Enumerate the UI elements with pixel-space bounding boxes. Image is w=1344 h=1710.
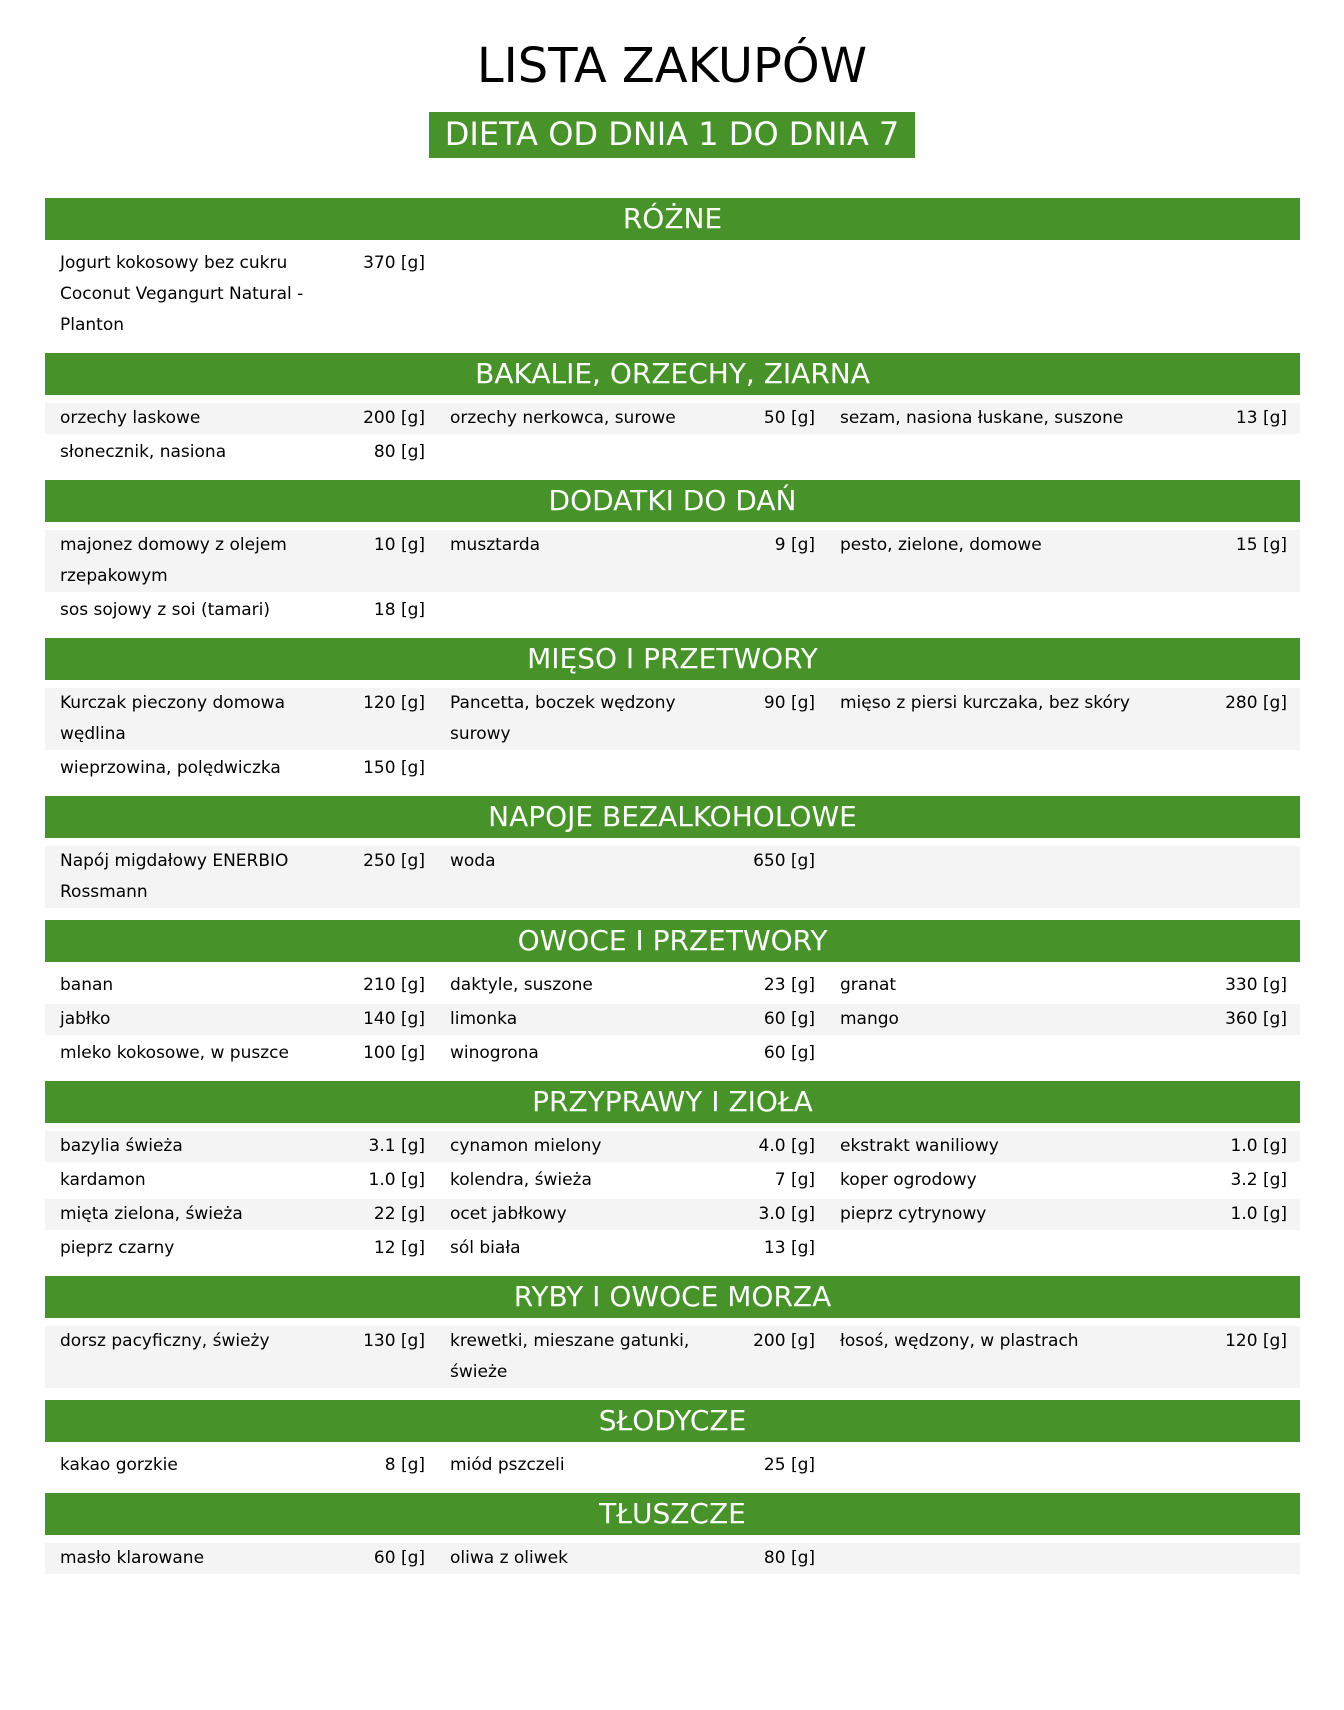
item-name: sos sojowy z soi (tamari): [60, 599, 271, 620]
list-row: [45, 1326, 1300, 1388]
section-header: SŁODYCZE: [45, 1400, 1300, 1442]
item-name: musztarda: [450, 534, 541, 555]
item-name: pieprz cytrynowy: [840, 1203, 987, 1224]
section: [45, 1493, 1300, 1574]
section-header: MIĘSO I PRZETWORY: [45, 638, 1300, 680]
item-amount: 60 [g]: [763, 1008, 815, 1029]
item-cell: [450, 1326, 815, 1388]
item-cell: [60, 846, 425, 908]
item-cell: [840, 1131, 1287, 1162]
section-body: [45, 680, 1300, 784]
item-name: dorsz pacyficzny, świeży: [60, 1330, 270, 1351]
item-amount: 140 [g]: [363, 1008, 425, 1029]
shopping-list-page: [0, 38, 1344, 1574]
section-header: TŁUSZCZE: [45, 1493, 1300, 1535]
item-name: masło klarowane: [60, 1547, 205, 1568]
item-amount: 23 [g]: [763, 974, 815, 995]
item-name: mięso z piersi kurczaka, bez skóry: [840, 692, 1130, 713]
item-cell: [60, 688, 425, 750]
item-amount: 4.0 [g]: [758, 1135, 815, 1156]
section-header: RÓŻNE: [45, 198, 1300, 240]
item-amount: 200 [g]: [363, 407, 425, 428]
list-row: [45, 1233, 1300, 1264]
list-row: [45, 1038, 1300, 1069]
item-name: koper ogrodowy: [840, 1169, 977, 1190]
item-name: wieprzowina, polędwiczka: [60, 757, 281, 778]
item-name: woda: [450, 850, 496, 871]
item-name: jabłko: [60, 1008, 111, 1029]
item-cell: [840, 1199, 1287, 1230]
section-header: PRZYPRAWY I ZIOŁA: [45, 1081, 1300, 1123]
item-amount: 3.1 [g]: [368, 1135, 425, 1156]
item-name: ekstrakt waniliowy: [840, 1135, 999, 1156]
list-row: [45, 1450, 1300, 1481]
item-amount: 25 [g]: [763, 1454, 815, 1475]
section-body: [45, 1442, 1300, 1481]
section-header: OWOCE I PRZETWORY: [45, 920, 1300, 962]
item-name: Jogurt kokosowy bez cukru Coconut Vegangurt Natural - Planton: [60, 252, 304, 335]
item-amount: 10 [g]: [373, 534, 425, 555]
list-row: [45, 753, 1300, 784]
item-cell: [840, 595, 1287, 626]
list-row: [45, 403, 1300, 434]
item-cell: [60, 1004, 425, 1035]
section: [45, 796, 1300, 908]
item-cell: [450, 688, 815, 750]
section: [45, 1276, 1300, 1388]
item-cell: [60, 1199, 425, 1230]
item-cell: [60, 530, 425, 592]
item-name: pesto, zielone, domowe: [840, 534, 1042, 555]
item-cell: [840, 1004, 1287, 1035]
item-cell: [450, 403, 815, 434]
item-amount: 210 [g]: [363, 974, 425, 995]
item-cell: [450, 595, 815, 626]
item-amount: 150 [g]: [363, 757, 425, 778]
item-amount: 3.0 [g]: [758, 1203, 815, 1224]
item-name: kolendra, świeża: [450, 1169, 592, 1190]
item-name: łosoś, wędzony, w plastrach: [840, 1330, 1079, 1351]
list-row: [45, 1199, 1300, 1230]
shopping-list: [45, 198, 1300, 1574]
item-cell: [450, 1004, 815, 1035]
item-amount: 60 [g]: [373, 1547, 425, 1568]
item-name: cynamon mielony: [450, 1135, 602, 1156]
item-amount: 22 [g]: [373, 1203, 425, 1224]
section: [45, 480, 1300, 626]
item-name: mięta zielona, świeża: [60, 1203, 243, 1224]
section: [45, 198, 1300, 341]
item-name: mango: [840, 1008, 899, 1029]
item-name: majonez domowy z olejem rzepakowym: [60, 534, 287, 586]
item-amount: 120 [g]: [363, 692, 425, 713]
item-name: sezam, nasiona łuskane, suszone: [840, 407, 1124, 428]
item-name: limonka: [450, 1008, 518, 1029]
item-cell: [60, 1326, 425, 1357]
item-cell: [450, 530, 815, 561]
item-amount: 360 [g]: [1225, 1008, 1287, 1029]
item-cell: [450, 1199, 815, 1230]
item-name: krewetki, mieszane gatunki, świeże: [450, 1330, 690, 1382]
list-row: [45, 248, 1300, 341]
item-name: sól biała: [450, 1237, 521, 1258]
item-cell: [60, 1131, 425, 1162]
item-amount: 280 [g]: [1225, 692, 1287, 713]
item-cell: [840, 1543, 1287, 1574]
section-body: [45, 395, 1300, 468]
section-header: BAKALIE, ORZECHY, ZIARNA: [45, 353, 1300, 395]
item-cell: [840, 1233, 1287, 1264]
list-row: [45, 1131, 1300, 1162]
diet-range-banner: DIETA OD DNIA 1 DO DNIA 7: [429, 112, 915, 158]
item-amount: 200 [g]: [753, 1330, 815, 1351]
item-cell: [60, 595, 425, 626]
section-body: [45, 240, 1300, 341]
item-name: Napój migdałowy ENERBIO Rossmann: [60, 850, 289, 902]
item-name: banan: [60, 974, 114, 995]
section: [45, 1400, 1300, 1481]
item-cell: [450, 1131, 815, 1162]
item-cell: [450, 1450, 815, 1481]
item-cell: [840, 530, 1287, 561]
page-title: LISTA ZAKUPÓW: [476, 38, 868, 94]
item-amount: 15 [g]: [1235, 534, 1287, 555]
item-cell: [60, 1233, 425, 1264]
section-body: [45, 1123, 1300, 1264]
item-amount: 8 [g]: [384, 1454, 425, 1475]
item-name: winogrona: [450, 1042, 539, 1063]
item-cell: [60, 1543, 425, 1574]
item-name: ocet jabłkowy: [450, 1203, 567, 1224]
item-cell: [840, 688, 1287, 719]
item-cell: [450, 846, 815, 877]
item-amount: 50 [g]: [763, 407, 815, 428]
item-amount: 120 [g]: [1225, 1330, 1287, 1351]
item-name: mleko kokosowe, w puszce: [60, 1042, 289, 1063]
section-body: [45, 1318, 1300, 1388]
item-name: daktyle, suszone: [450, 974, 593, 995]
item-cell: [60, 1165, 425, 1196]
list-row: [45, 1004, 1300, 1035]
item-cell: [840, 248, 1287, 279]
diet-range-banner-wrap: [0, 112, 1344, 158]
item-amount: 250 [g]: [363, 850, 425, 871]
item-amount: 80 [g]: [373, 441, 425, 462]
item-amount: 12 [g]: [373, 1237, 425, 1258]
section: [45, 353, 1300, 468]
item-amount: 13 [g]: [1235, 407, 1287, 428]
item-cell: [840, 970, 1287, 1001]
section: [45, 638, 1300, 784]
item-cell: [60, 753, 425, 784]
item-name: orzechy laskowe: [60, 407, 201, 428]
item-cell: [450, 248, 815, 279]
section-body: [45, 962, 1300, 1069]
section-header: NAPOJE BEZALKOHOLOWE: [45, 796, 1300, 838]
item-amount: 100 [g]: [363, 1042, 425, 1063]
item-cell: [60, 970, 425, 1001]
item-cell: [450, 1165, 815, 1196]
section-header: RYBY I OWOCE MORZA: [45, 1276, 1300, 1318]
item-cell: [60, 1038, 425, 1069]
item-amount: 13 [g]: [763, 1237, 815, 1258]
item-name: bazylia świeża: [60, 1135, 183, 1156]
item-name: miód pszczeli: [450, 1454, 565, 1475]
item-cell: [840, 403, 1287, 434]
item-cell: [60, 248, 425, 341]
item-cell: [450, 1038, 815, 1069]
list-row: [45, 688, 1300, 750]
item-name: pieprz czarny: [60, 1237, 175, 1258]
item-cell: [60, 1450, 425, 1481]
item-amount: 60 [g]: [763, 1042, 815, 1063]
item-cell: [450, 1233, 815, 1264]
section-body: [45, 838, 1300, 908]
item-amount: 130 [g]: [363, 1330, 425, 1351]
list-row: [45, 437, 1300, 468]
item-cell: [840, 437, 1287, 468]
item-amount: 1.0 [g]: [1230, 1135, 1287, 1156]
item-cell: [840, 846, 1287, 877]
item-name: oliwa z oliwek: [450, 1547, 568, 1568]
item-cell: [840, 1326, 1287, 1357]
item-name: orzechy nerkowca, surowe: [450, 407, 676, 428]
section: [45, 1081, 1300, 1264]
section: [45, 920, 1300, 1069]
item-amount: 330 [g]: [1225, 974, 1287, 995]
section-body: [45, 1535, 1300, 1574]
item-cell: [60, 403, 425, 434]
item-cell: [450, 1543, 815, 1574]
list-row: [45, 846, 1300, 908]
item-cell: [840, 1165, 1287, 1196]
list-row: [45, 970, 1300, 1001]
item-amount: 9 [g]: [774, 534, 815, 555]
item-amount: 1.0 [g]: [368, 1169, 425, 1190]
item-amount: 3.2 [g]: [1230, 1169, 1287, 1190]
item-amount: 1.0 [g]: [1230, 1203, 1287, 1224]
item-cell: [840, 1450, 1287, 1481]
item-amount: 90 [g]: [763, 692, 815, 713]
item-cell: [840, 753, 1287, 784]
item-name: słonecznik, nasiona: [60, 441, 227, 462]
item-amount: 650 [g]: [753, 850, 815, 871]
item-cell: [450, 437, 815, 468]
list-row: [45, 530, 1300, 592]
section-body: [45, 522, 1300, 626]
item-amount: 370 [g]: [363, 252, 425, 273]
item-cell: [60, 437, 425, 468]
item-amount: 80 [g]: [763, 1547, 815, 1568]
item-name: Kurczak pieczony domowa wędlina: [60, 692, 285, 744]
item-name: kakao gorzkie: [60, 1454, 178, 1475]
item-cell: [840, 1038, 1287, 1069]
section-header: DODATKI DO DAŃ: [45, 480, 1300, 522]
item-amount: 7 [g]: [774, 1169, 815, 1190]
list-row: [45, 595, 1300, 626]
item-cell: [450, 753, 815, 784]
list-row: [45, 1165, 1300, 1196]
item-name: Pancetta, boczek wędzony surowy: [450, 692, 676, 744]
item-amount: 18 [g]: [373, 599, 425, 620]
item-name: granat: [840, 974, 897, 995]
item-name: kardamon: [60, 1169, 146, 1190]
item-cell: [450, 970, 815, 1001]
list-row: [45, 1543, 1300, 1574]
